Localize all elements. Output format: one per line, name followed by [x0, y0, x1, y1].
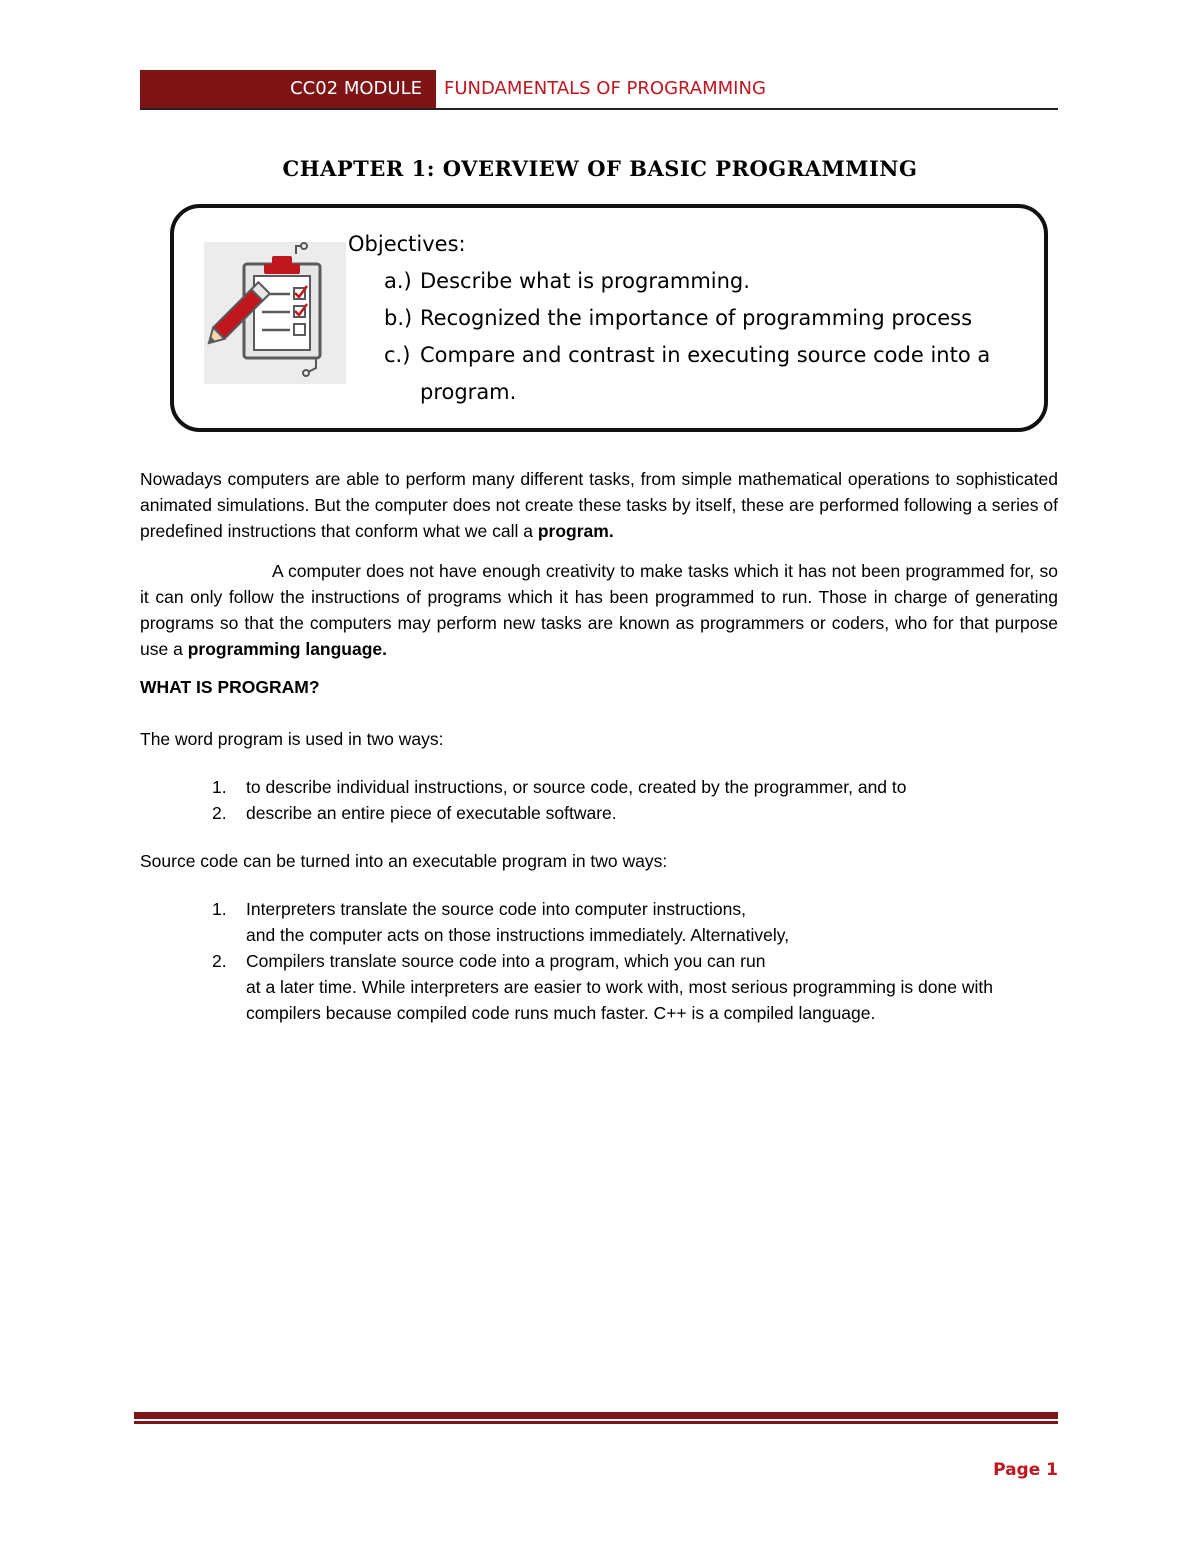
list-number: 2. [212, 803, 227, 823]
objective-text: Describe what is programming. [420, 269, 750, 293]
section-heading: WHAT IS PROGRAM? [140, 677, 320, 697]
list-text: describe an entire piece of executable software. [246, 803, 617, 823]
list-text-line-2: at a later time. While interpreters are easier to work with, most serious programming is done with compilers because compiled code runs much faster. C++ is a compiled language. [246, 977, 993, 1023]
intro-paragraph-2 [140, 558, 1058, 662]
list-text-line-1: Compilers translate source code into a program, which you can run [246, 951, 766, 971]
page-number: Page 1 [993, 1460, 1058, 1480]
section-lead-1: The word program is used in two ways: [140, 729, 444, 749]
intro-paragraph-1-bold: program. [537, 521, 614, 541]
list-text-line-2: and the computer acts on those instructions immediately. Alternatively, [246, 925, 790, 945]
intro-paragraph-2-bold: programming language. [187, 639, 388, 659]
page-header [140, 70, 1058, 110]
chapter-title: CHAPTER 1: OVERVIEW OF BASIC PROGRAMMING [282, 156, 918, 181]
list-item [140, 774, 1058, 800]
footer-rules [134, 1408, 1058, 1438]
objective-item [384, 337, 1044, 411]
footer-thick-rule [134, 1412, 1058, 1419]
main-content [140, 466, 1058, 1026]
objective-text: Compare and contrast in executing source code into a program. [420, 343, 991, 404]
footer-thin-rule [134, 1421, 1058, 1424]
list-text: to describe individual instructions, or source code, created by the programmer, and to [246, 777, 907, 797]
objective-marker: b.) [384, 306, 413, 330]
objectives-list [348, 263, 1044, 411]
list-number: 1. [212, 777, 227, 797]
intro-paragraph-2-text: A computer does not have enough creativity to make tasks which it has not been programmed for, so it can only follow the instructions of programs which it has been programmed to run. Those in charge of generating programs so that the computers may perform new tasks are known as programmers or coders, who for that purpose use a [140, 561, 1058, 659]
list-text-line-1: Interpreters translate the source code into computer instructions, [246, 899, 746, 919]
list-item [140, 896, 1058, 948]
objectives-content [348, 226, 1044, 411]
section-lead-2: Source code can be turned into an executable program in two ways: [140, 851, 668, 871]
module-label: CC02 MODULE [140, 70, 436, 108]
program-uses-list [140, 774, 1058, 826]
list-item [140, 800, 1058, 826]
conversion-methods-list [140, 896, 1058, 1026]
objective-item [384, 263, 1044, 300]
list-item [140, 948, 1058, 1026]
list-number: 2. [212, 951, 227, 971]
intro-paragraph-1-text: Nowadays computers are able to perform many different tasks, from simple mathematical operations to sophisticated animated simulations. But the computer does not create these tasks by itself, these are performed following a series of predefined instructions that conform what we call a [140, 469, 1058, 541]
clipboard-checklist-icon [204, 242, 346, 384]
intro-paragraph-1 [140, 466, 1058, 544]
header-rule [140, 108, 1058, 110]
objective-item [384, 300, 1044, 337]
objective-marker: a.) [384, 269, 412, 293]
objective-marker: c.) [384, 343, 411, 367]
objectives-box [170, 204, 1048, 432]
objectives-heading: Objectives: [348, 232, 466, 256]
list-number: 1. [212, 899, 227, 919]
course-title: FUNDAMENTALS OF PROGRAMMING [444, 78, 766, 99]
objective-text: Recognized the importance of programming process [420, 306, 973, 330]
